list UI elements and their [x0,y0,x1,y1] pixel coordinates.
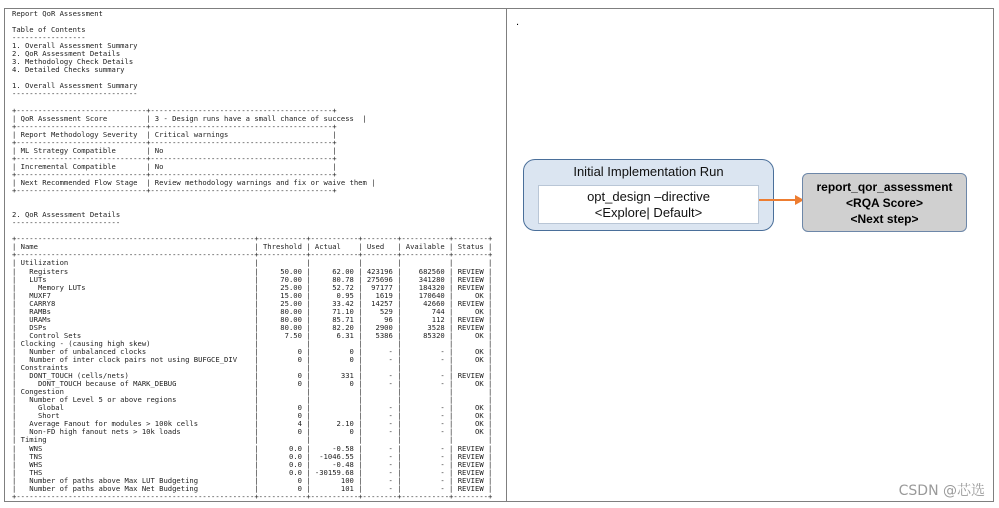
report-qor-assessment-box [802,173,967,232]
rqa-score-label: <RQA Score> [846,196,923,210]
initial-implementation-run-title: Initial Implementation Run [573,164,724,179]
qor-report-text: Report QoR Assessment Table of Contents ----------------- 1. Overall Assessment Summary 2. QoR Assessment Details 3. Methodology Check Details 4. Detailed Checks summary 1. Overall Assessment Summary ----------------------------- +------------------------------+------------------------------------------+ | QoR Assessment Score | 3 - Design runs have a small chance of success | +------------------------------+------------------------------------------+ | Report Methodology Severity | Critical warnings | +------------------------------+------------------------------------------+ | ML Strategy Compatible | No | +------------------------------+------------------------------------------+ | Incremental Compatible | No | +------------------------------+------------------------------------------+ | Next Recommended Flow Stage | Review methodology warnings and fix or waive them | +------------------------------+------------------------------------------+ 2. QoR Assessment Details ------------------------- +-------------------------------------------------------+-----------+-----------+--------+-----------+--------+ | Name | Threshold | Actual | Used | Available | Status | +-------------------------------------------------------+-----------+-----------+--------+-----------+--------+ | Utilization | | | | | | | Registers | 50.00 | 62.00 | 423196 | 682560 | REVIEW | | LUTs | 70.00 | 80.78 | 275696 | 341280 | REVIEW | | Memory LUTs | 25.00 | 52.72 | 97177 | 184320 | REVIEW | | MUXF7 | 15.00 | 0.95 | 1619 | 170640 | OK | | CARRY8 | 25.00 | 33.42 | 14257 | 42660 | REVIEW | | RAMBs | 80.00 | 71.10 | 529 | 744 | OK | | URAMs | 80.00 | 85.71 | 96 | 112 | REVIEW | | DSPs | 80.00 | 82.20 | 2900 | 3528 | REVIEW | | Control Sets | 7.50 | 6.31 | 5386 | 85320 | OK | | Clocking - (causing high skew) | | | | | | | Number of unbalanced clocks | 0 | 0 | - | - | OK | | Number of inter clock pairs not using BUFGCE_DIV | 0 | 0 | - | - | OK | | Constraints | | | | | | | DONT_TOUCH (cells/nets) | 0 | 331 | - | - | REVIEW | | DONT_TOUCH because of MARK_DEBUG | 0 | 0 | - | - | OK | | Congestion | | | | | | | Number of Level 5 or above regions | | | | | | | Global | 0 | | - | - | OK | | Short | 0 | | - | - | OK | | Average Fanout for modules > 100k cells | 4 | 2.10 | - | - | OK | | Non-FD high fanout nets > 10k loads | 0 | 0 | - | - | OK | | Timing | | | | | | | WNS | 0.0 | -0.58 | - | - | REVIEW | | TNS | 0.0 | -1046.55 | - | - | REVIEW | | WHS | 0.0 | -0.48 | - | - | REVIEW | | THS | 0.0 | -30159.68 | - | - | REVIEW | | Number of paths above Max LUT Budgeting | 0 | 100 | - | - | REVIEW | | Number of paths above Max Net Budgeting | 0 | 101 | - | - | REVIEW | +-------------------------------------------------------+-----------+-----------+--------+-----------+--------+ [12,9,493,501]
next-step-label: <Next step> [850,212,919,226]
directive-options-label: <Explore| Default> [594,205,703,220]
report-qor-assessment-label: report_qor_assessment [816,180,953,194]
panel-divider [506,8,507,502]
opt-design-box [538,185,759,224]
csdn-watermark: CSDN @芯选 [898,483,985,499]
stray-dot: . [516,16,520,28]
opt-design-directive-label: opt_design –directive [587,189,710,204]
flow-arrow-icon [759,193,804,207]
